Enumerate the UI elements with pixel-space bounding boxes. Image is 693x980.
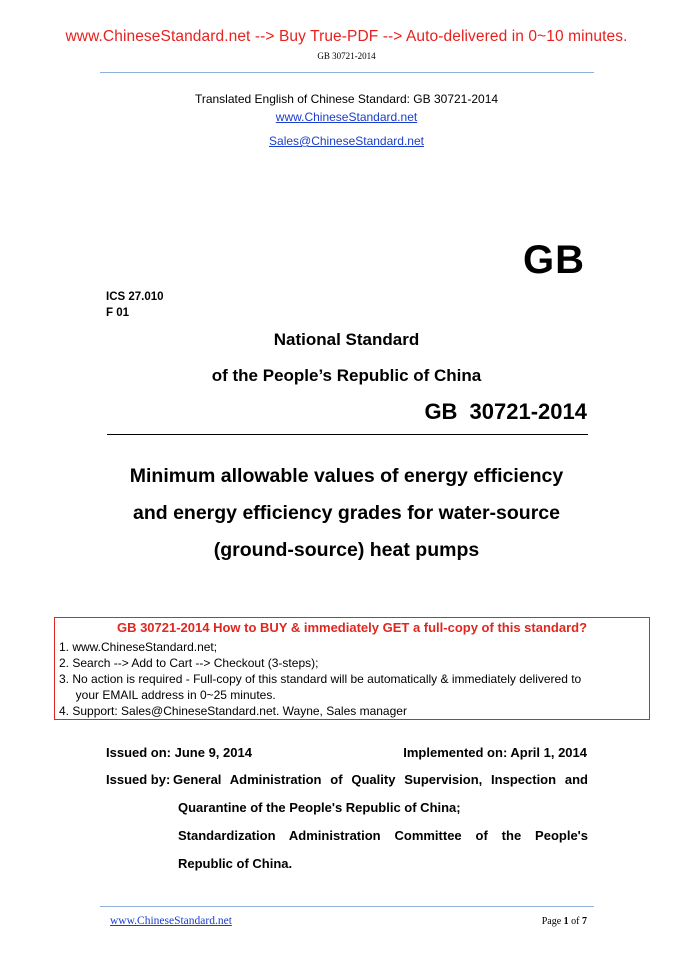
standard-title-line-2: and energy efficiency grades for water-source [133, 502, 560, 524]
purchase-step-3-continued: your EMAIL address in 0~25 minutes. [59, 688, 276, 702]
purchase-step-4: 4. Support: Sales@ChineseStandard.net. Wayne, Sales manager [59, 704, 407, 718]
website-link[interactable]: www.ChineseStandard.net [275, 110, 418, 124]
header-divider [100, 72, 594, 73]
issued-by-line-1: General Administration of Quality Supervision, Inspection and [173, 772, 588, 787]
page-indicator [542, 916, 587, 927]
standard-number: GB 30721-2014 [424, 399, 587, 424]
purchase-step-2: 2. Search --> Add to Cart --> Checkout (3-steps); [59, 656, 319, 670]
implemented-on-date: Implemented on: April 1, 2014 [403, 745, 587, 760]
translated-notice: Translated English of Chinese Standard: GB 30721-2014 [194, 92, 499, 106]
page-of: of [571, 916, 580, 927]
standard-title-line-1: Minimum allowable values of energy efficiency [129, 465, 564, 487]
sales-email-link[interactable]: Sales@ChineseStandard.net [269, 134, 424, 148]
purchase-step-1[interactable]: 1. www.ChineseStandard.net; [59, 640, 218, 654]
national-standard-heading: National Standard [273, 330, 420, 349]
issued-by-label: Issued by: [106, 772, 171, 787]
national-standard-subheading: of the People’s Republic of China [211, 366, 482, 385]
gb-logo: GB [523, 238, 585, 282]
page-label: Page [541, 916, 562, 927]
purchase-step-3: 3. No action is required - Full-copy of this standard will be automatically & immediately delivered to [59, 672, 582, 686]
footer-divider [100, 906, 594, 907]
page-current: 1 [563, 916, 569, 927]
top-banner[interactable]: www.ChineseStandard.net --> Buy True-PDF --> Auto-delivered in 0~10 minutes. [65, 28, 628, 45]
ics-code: ICS 27.010 [106, 291, 164, 303]
f-code: F 01 [106, 307, 130, 319]
standard-title-line-3: (ground-source) heat pumps [213, 539, 480, 561]
purchase-info-box [54, 617, 650, 720]
footer-website-link[interactable]: www.ChineseStandard.net [110, 915, 232, 927]
page-total: 7 [582, 916, 587, 927]
issued-by-line-4: Republic of China. [178, 856, 293, 871]
issued-by-line-2: Quarantine of the People's Republic of China; [178, 800, 461, 815]
title-divider [107, 434, 588, 435]
header-doc-number: GB 30721-2014 [317, 51, 376, 61]
issued-by-line-3: Standardization Administration Committee of the People's [178, 828, 588, 843]
issued-on-date: Issued on: June 9, 2014 [106, 745, 252, 760]
purchase-box-heading: GB 30721-2014 How to BUY & immediately GET a full-copy of this standard? [116, 620, 588, 635]
